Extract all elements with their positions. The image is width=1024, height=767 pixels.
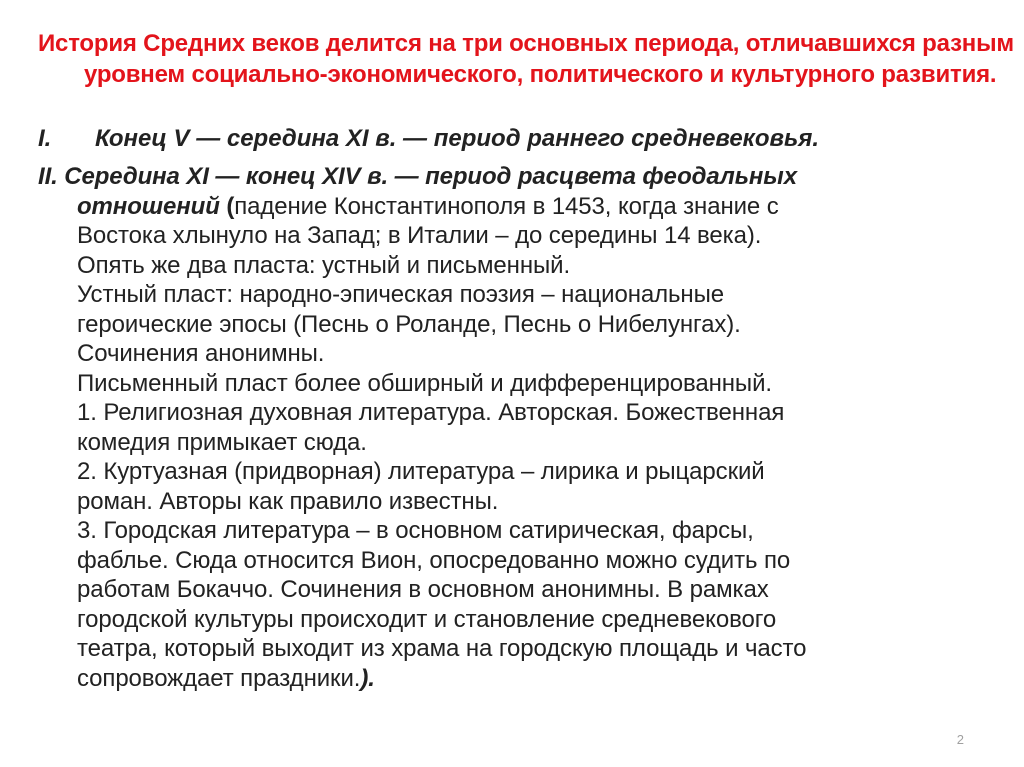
page-number: 2 [956,732,964,747]
period-2-line-5: героические эпосы (Песнь о Роланде, Песнь о Нибелунгах). [77,310,741,338]
period-2-line-4: Устный пласт: народно-эпическая поэзия – национальные [77,281,724,308]
period-2-line-1-rest: падение Константинополя в 1453, когда знание с [234,192,779,220]
period-2-line-9: комедия примыкает сюда. [77,428,367,456]
period-2-line-6: Сочинения анонимны. [77,340,325,367]
period-2-line-10: 2. Куртуазная (придворная) литература – лирика и рыцарский [77,458,765,485]
period-2-line-17-text: сопровождает праздники. [77,664,361,692]
period-2-line-7: Письменный пласт более обширный и дифференцированный. [77,369,772,397]
period-2-line-13: фаблье. Сюда относится Вион, опосредованно можно судить по [77,546,791,574]
closing-paren: ). [360,664,375,692]
period-2-line-15: городской культуры происходит и становление средневекового [77,605,777,633]
period-2-body [38,192,998,694]
period-2-heading: II. Середина XI — конец XIV в. — период расцвета феодальных [38,163,797,190]
intro-heading: История Средних веков делится на три основных периода, отличавшихся разным уровнем социально-экономического, политического и культурного развития. [38,30,1014,88]
period-2-line-17 [77,664,998,694]
period-2 [38,162,998,693]
period-2-line-12: 3. Городская литература – в основном сатирическая, фарсы, [77,517,754,544]
period-1-number: I. [38,125,52,152]
paren-open: ( [219,192,235,220]
period-2-line-11: роман. Авторы как правило известны. [77,487,499,515]
period-2-line-3: Опять же два пласта: устный и письменный. [77,251,571,279]
period-1-text: Конец V — середина XI в. — период раннего средневековья. [95,125,820,152]
period-2-line-1 [77,192,998,222]
period-2-heading-end: отношений [77,192,220,220]
period-2-line-2: Востока хлынуло на Запад; в Италии – до середины 14 века). [77,222,762,249]
period-2-line-16: театра, который выходит из храма на городскую площадь и часто [77,635,807,662]
period-2-line-8: 1. Религиозная духовная литература. Авторская. Божественная [77,399,785,426]
period-2-line-14: работам Бокаччо. Сочинения в основном анонимны. В рамках [77,576,769,603]
period-1 [38,124,998,154]
